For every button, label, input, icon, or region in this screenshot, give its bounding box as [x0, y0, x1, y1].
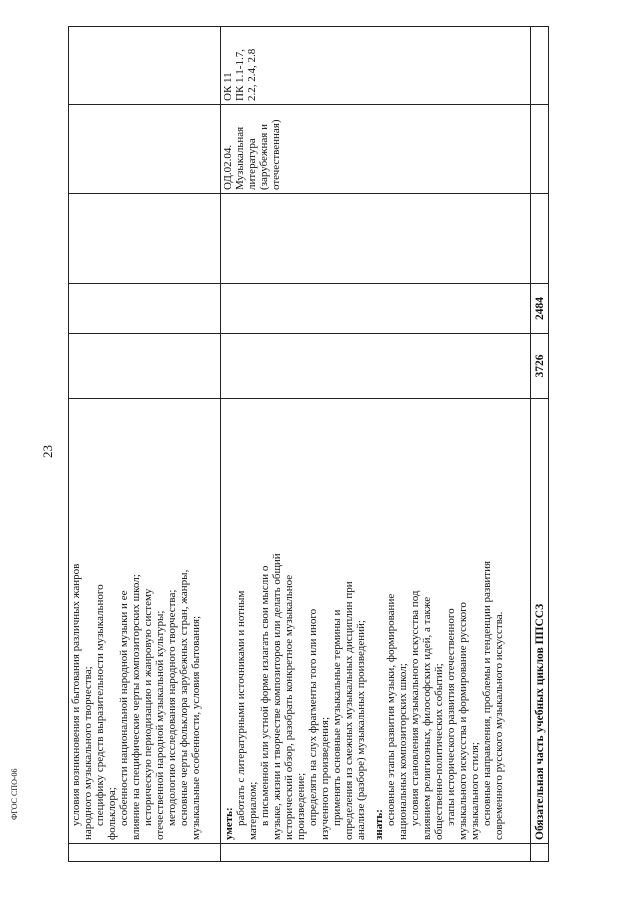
content-line: определения из смежных музыкальных дисциплин при: [343, 581, 355, 840]
content-line: условия возникновения и бытования различных жанров: [70, 563, 82, 826]
classroom-hours-cell: [69, 284, 221, 334]
competency-line: 2.2, 2.4, 2.8: [246, 48, 258, 101]
total-label: Обязательная часть учебных циклов ППССЗ: [531, 399, 549, 844]
content-line: анализе (разборе) музыкальных произведений;: [355, 620, 367, 840]
empty-cell: [69, 194, 221, 284]
knowledge-cell-main: [221, 399, 531, 844]
index-cell: [69, 844, 221, 862]
max-hours-cell: [221, 334, 531, 399]
umet-label: уметь:: [223, 807, 235, 840]
content-line: музыкального искусства и формирование русского: [457, 602, 469, 840]
index-cell: [531, 844, 549, 862]
content-line: условия становления музыкального искусства под: [409, 590, 421, 826]
index-cell: [221, 844, 531, 862]
content-line: музыкальные особенности, условия бытования;: [190, 615, 202, 840]
content-line: произведение;: [295, 772, 307, 840]
total-classroom-hours: 2484: [531, 284, 549, 334]
discipline-name-line: Музыкальная: [234, 126, 246, 190]
content-line: работать с литературными источниками и нотным: [235, 590, 247, 826]
discipline-name-line: литература: [246, 138, 258, 190]
curriculum-table-rotated: [68, 27, 548, 862]
content-line: материалом;: [247, 781, 259, 840]
content-line: фольклора;: [106, 787, 118, 840]
classroom-hours-cell: [221, 284, 531, 334]
content-line: музыкального стиля;: [469, 742, 481, 840]
content-line: общественно-политических событий;: [433, 663, 445, 840]
total-max-hours: 3726: [531, 334, 549, 399]
discipline-cell: [221, 105, 531, 194]
table-row-upper: [69, 27, 221, 862]
empty-cell: [531, 105, 549, 194]
table-row-total: [531, 27, 549, 862]
competency-line: ОК 11: [222, 72, 234, 101]
content-line: современного русского музыкального искусства.: [493, 611, 505, 840]
content-line: в письменной или устной форме излагать свои мысли о: [259, 565, 271, 826]
znat-label: знать:: [373, 809, 385, 840]
knowledge-cell-upper: [69, 399, 221, 844]
content-line: историческую периодизацию и жанровую систему: [142, 588, 154, 826]
content-line: особенности национальной народной музыки и ее: [118, 590, 130, 826]
competency-cell: [69, 27, 221, 105]
content-line: народного музыкального творчества;: [82, 666, 94, 840]
max-hours-cell: [69, 334, 221, 399]
content-line: основные направления, проблемы и тенденции развития: [481, 560, 493, 826]
empty-cell: [531, 194, 549, 284]
content-line: влияние на специфические черты композиторских школ;: [130, 574, 142, 840]
content-line: основные черты фольклора зарубежных стран, жанры,: [178, 569, 190, 826]
competency-line: ПК 1.1-1.7,: [234, 49, 246, 101]
content-line: изученного произведения;: [319, 716, 331, 840]
competency-cell: [221, 27, 531, 105]
content-line: музыке, жизни и творчестве композиторов или делать общий: [271, 553, 283, 840]
content-line: основные этапы развития музыки, формирование: [385, 593, 397, 826]
content-line: исторический обзор, разобрать конкретное музыкальное: [283, 574, 295, 840]
content-line: влиянием религиозных, философских идей, а также: [421, 596, 433, 840]
content-line: определять на слух фрагменты того или иного: [307, 608, 319, 826]
table-row-main: [221, 27, 531, 862]
content-line: отечественной народной музыкальной культуры;: [154, 610, 166, 840]
discipline-name-line: отечественная): [270, 119, 282, 190]
content-line: применять основные музыкальные термины и: [331, 609, 343, 826]
content-line: специфику средств выразительности музыкального: [94, 584, 106, 826]
content-line: национальных композиторских школ;: [397, 663, 409, 840]
discipline-code: ОД.02.04.: [222, 144, 234, 190]
empty-cell: [531, 27, 549, 105]
content-line: этапы исторического развития отечественного: [445, 608, 457, 826]
discipline-name-line: (зарубежная и: [258, 124, 270, 190]
page-number: 23: [40, 445, 55, 458]
spacer: [367, 402, 372, 840]
curriculum-table: [68, 26, 549, 862]
empty-cell: [221, 194, 531, 284]
discipline-cell: [69, 105, 221, 194]
content-line: методологию исследования народного творчества;: [166, 589, 178, 826]
